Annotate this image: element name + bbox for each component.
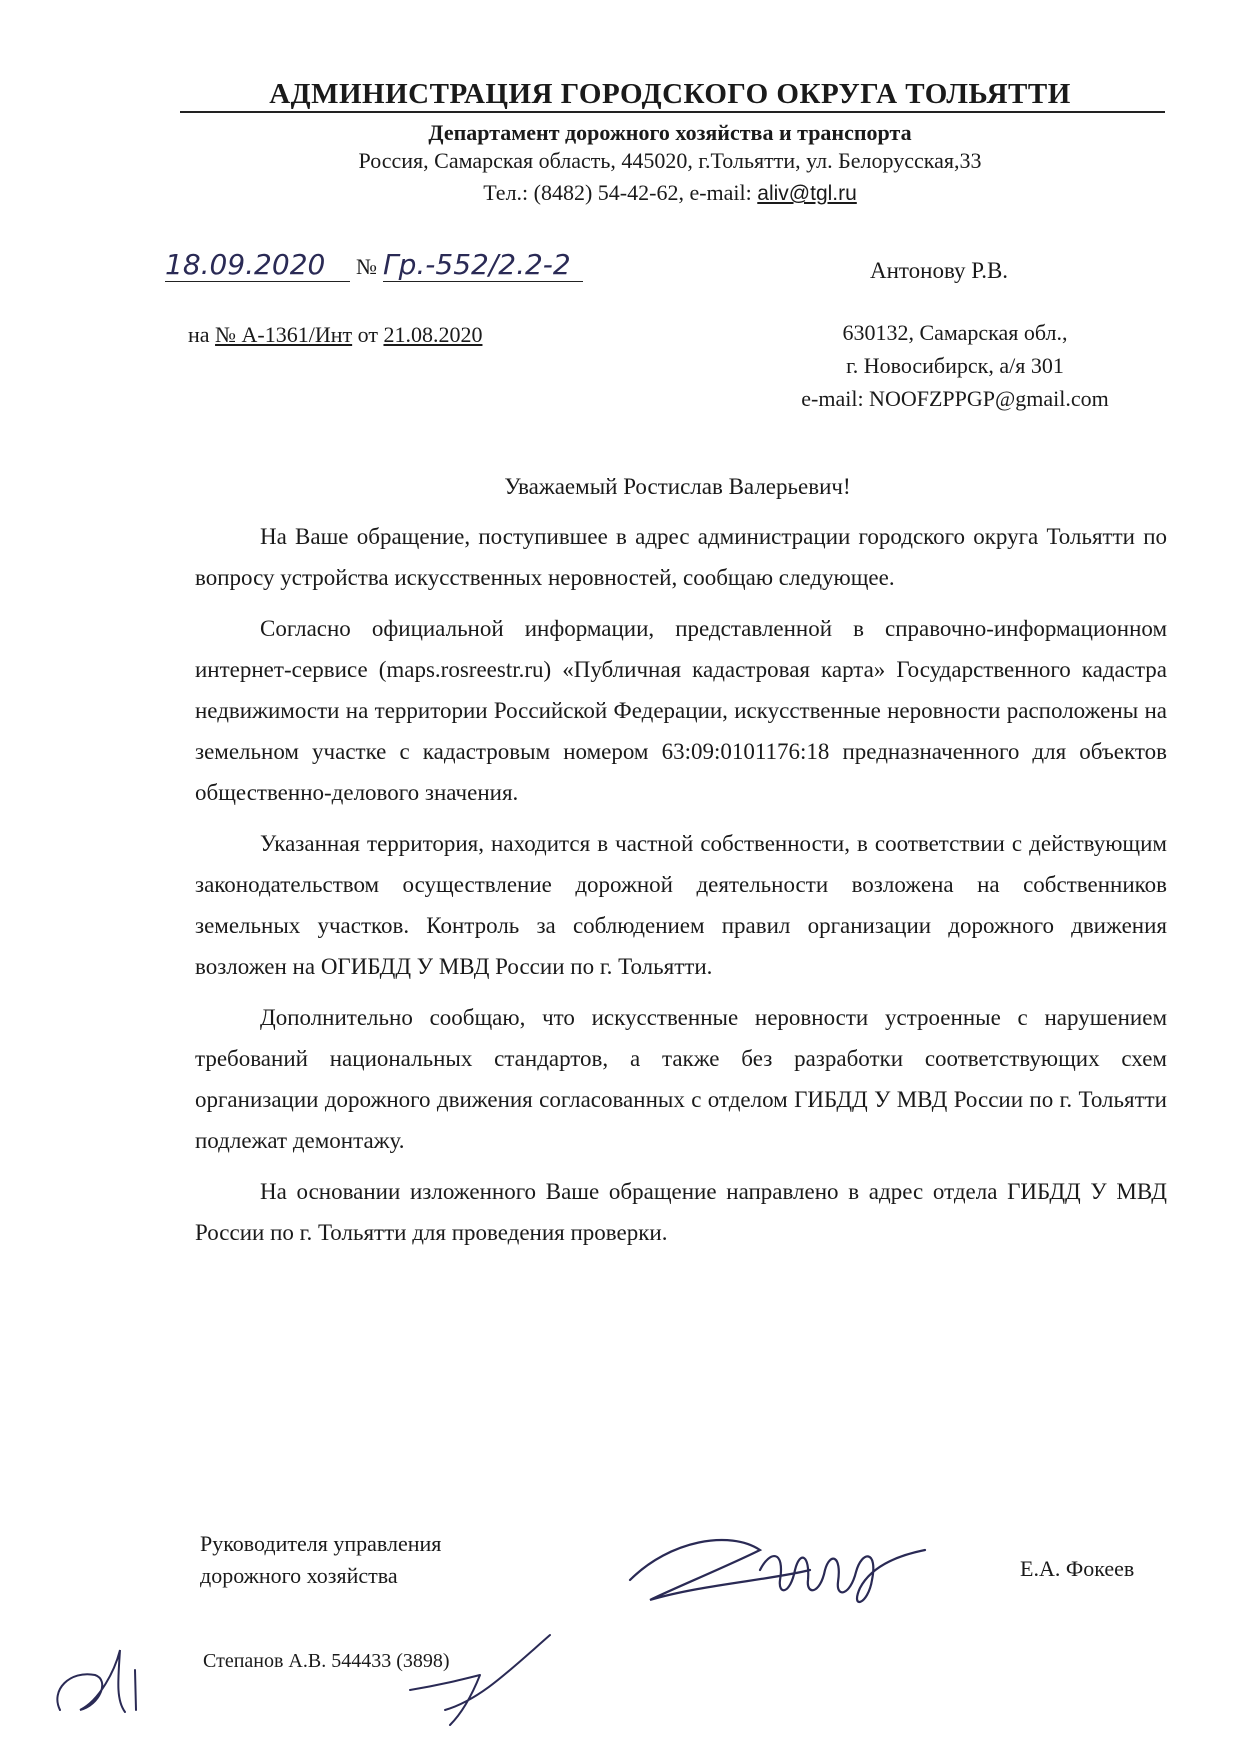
signer-name: Е.А. Фокеев: [1020, 1556, 1135, 1581]
body-paragraph: Согласно официальной информации, представленной в справочно-информационном интернет-сервисе (maps.rosreestr.ru) «Публичная кадастровая карта» Государственного кадастра недвижимости на территории Российской Федерации, искусственные неровности расположены на земельном участке с кадастровым номером 63:09:0101176:18 предназначенного для объектов общественно-делового значения.: [195, 616, 1167, 805]
addressee-address: [760, 316, 1150, 415]
incoming-from: от: [352, 322, 384, 347]
addressee-name: Антонову Р.В.: [870, 258, 1009, 283]
addressee-line: 630132, Самарская обл.,: [842, 320, 1068, 345]
letter-body: [195, 516, 1167, 1263]
incoming-reference: [188, 322, 482, 348]
header-rule: [180, 111, 1165, 113]
incoming-date: 21.08.2020: [383, 322, 483, 347]
outgoing-number: Гр.-552/2.2-2: [383, 248, 583, 282]
number-label: №: [356, 254, 377, 279]
handwritten-approval-mark: [390, 1630, 560, 1740]
outgoing-date: 18.09.2020: [165, 248, 350, 282]
body-paragraph: Дополнительно сообщаю, что искусственные неровности устроенные с нарушением требований национальных стандартов, а также без разработки соответствующих схем организации дорожного движения согласованных с отделом ГИБДД У МВД России по г. Тольятти подлежат демонтажу.: [195, 1005, 1167, 1153]
organization-address: Россия, Самарская область, 445020, г.Тольятти, ул. Белорусская,33: [358, 148, 982, 173]
executor-info: Степанов А.В. 544433 (3898): [203, 1650, 450, 1672]
greeting: Уважаемый Ростислав Валерьевич!: [504, 474, 851, 499]
body-paragraph: Указанная территория, находится в частной собственности, в соответствии с действующим законодательством осуществление дорожной деятельности возложена на собственников земельных участков. Контроль за соблюдением правил организации дорожного движения возложен на ОГИБДД У МВД России по г. Тольятти.: [195, 831, 1167, 979]
phone-text: Тел.: (8482) 54-42-62, e-mail:: [483, 180, 758, 205]
organization-title: АДМИНИСТРАЦИЯ ГОРОДСКОГО ОКРУГА ТОЛЬЯТТИ: [269, 78, 1071, 110]
incoming-number: № А-1361/Инт: [215, 322, 353, 347]
signer-position: [200, 1528, 441, 1592]
incoming-prefix: на: [188, 322, 216, 347]
body-paragraph: На Ваше обращение, поступившее в адрес администрации городского округа Тольятти по вопросу устройства искусственных неровностей, сообщаю следующее.: [195, 524, 1167, 590]
signer-position-line: Руководителя управления: [200, 1531, 442, 1556]
signer-position-line: дорожного хозяйства: [200, 1563, 398, 1588]
organization-email[interactable]: aliv@tgl.ru: [757, 182, 857, 205]
outgoing-reference: [165, 248, 583, 282]
organization-contact: [180, 180, 1160, 206]
addressee-line: г. Новосибирск, а/я 301: [846, 353, 1064, 378]
handwritten-initials-mark: [40, 1640, 160, 1730]
department-name: Департамент дорожного хозяйства и транспорта: [428, 120, 912, 145]
handwritten-signature: [610, 1510, 940, 1620]
body-paragraph: На основании изложенного Ваше обращение направлено в адрес отдела ГИБДД У МВД России по г. Тольятти для проведения проверки.: [195, 1179, 1167, 1245]
addressee-email: e-mail: NOOFZPPGP@gmail.com: [801, 386, 1109, 411]
